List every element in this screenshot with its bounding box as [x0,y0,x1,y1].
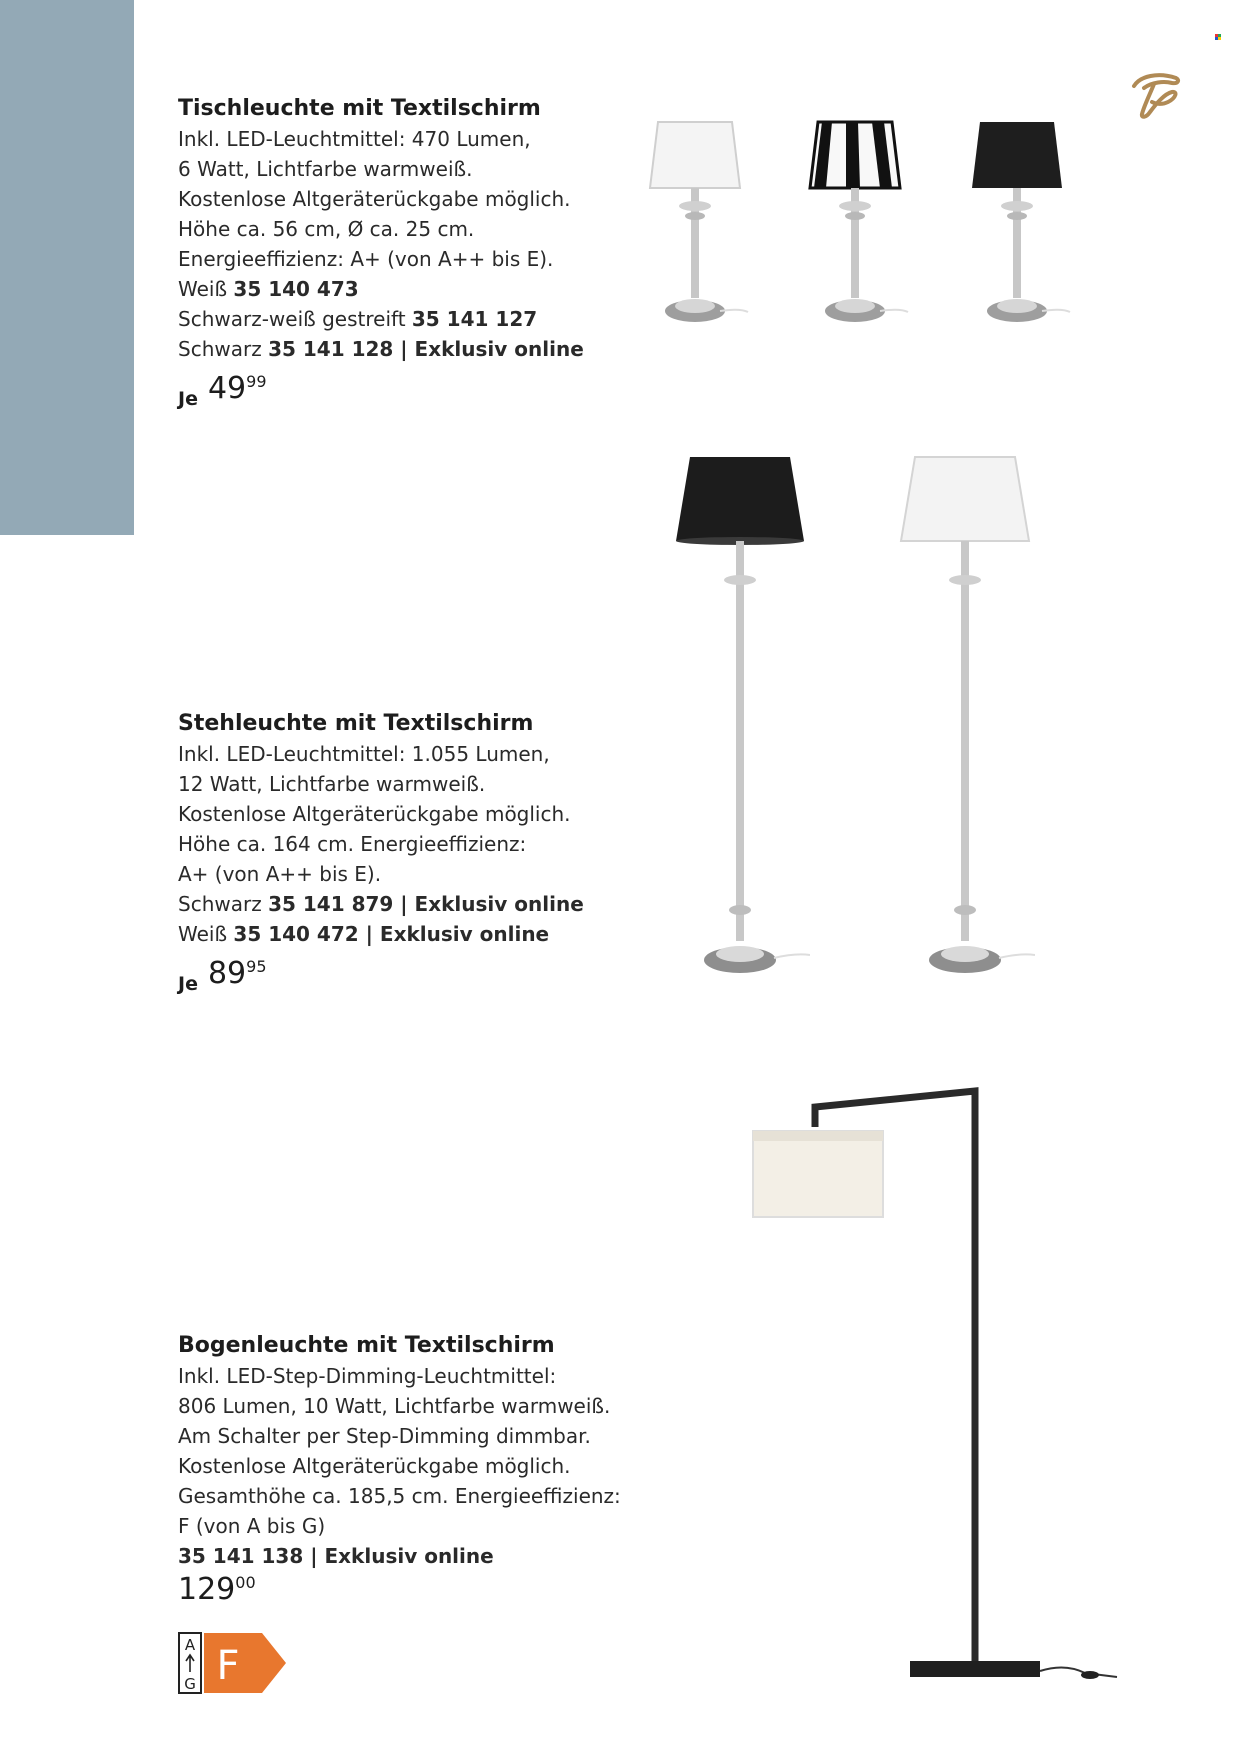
spec-line: Kostenlose Altgeräterückgabe möglich. [178,1454,571,1478]
price-main: 49 [207,371,247,406]
floor-lamp-white-image [895,455,1035,980]
floor-lamp-black-image [670,455,810,980]
decorative-side-band [0,0,134,535]
spec-line: 12 Watt, Lichtfarbe warmweiß. [178,772,486,796]
price [178,372,638,410]
product-title: Tischleuchte mit Textilschirm [178,96,541,121]
product-title: Bogenleuchte mit Textilschirm [178,1333,555,1358]
spec-line: 6 Watt, Lichtfarbe warmweiß. [178,157,473,181]
spec-line: Kostenlose Altgeräterückgabe möglich. [178,802,571,826]
tchibo-logo-icon [1128,66,1184,122]
product-floor-lamp [178,709,638,995]
arc-lamp-image [745,1085,1125,1700]
spec-line: Höhe ca. 164 cm. Energieeffizienz: [178,832,527,856]
price [178,957,638,995]
table-lamp-black-image [962,118,1072,333]
price-cents: 95 [246,957,267,976]
energy-scale-bottom: G [184,1675,196,1693]
price-prefix: Je [178,388,198,410]
price-prefix: Je [178,973,198,995]
spec-line: Inkl. LED-Step-Dimming-Leuchtmittel: [178,1364,557,1388]
spec-line: Am Schalter per Step-Dimming dimmbar. [178,1424,591,1448]
article-number-line: Weiß 35 140 473 [178,277,359,301]
article-number-line: Schwarz 35 141 879 | Exklusiv online [178,892,584,916]
table-lamp-striped-image [800,118,910,333]
article-number-line: Schwarz-weiß gestreift 35 141 127 [178,307,538,331]
table-lamp-white-image [640,118,750,333]
article-number-line: Weiß 35 140 472 | Exklusiv online [178,922,550,946]
price-main: 89 [207,956,247,991]
spec-line: Gesamthöhe ca. 185,5 cm. Energieeffizienz: [178,1484,621,1508]
article-number-line: Schwarz 35 141 128 | Exklusiv online [178,337,584,361]
color-dots-icon [1215,34,1223,42]
spec-line: A+ (von A++ bis E). [178,862,382,886]
product-arc-lamp [178,1331,638,1607]
spec-line: F (von A bis G) [178,1514,326,1538]
spec-line: Inkl. LED-Leuchtmittel: 470 Lumen, [178,127,531,151]
energy-class-letter: F [216,1643,240,1689]
energy-scale-top: A [184,1636,196,1654]
product-table-lamp [178,94,638,410]
price [178,1573,638,1607]
article-number-line: 35 141 138 | Exklusiv online [178,1544,494,1568]
price-main: 129 [178,1572,236,1607]
spec-line: Höhe ca. 56 cm, Ø ca. 25 cm. [178,217,475,241]
product-title: Stehleuchte mit Textilschirm [178,711,534,736]
spec-line: Energieeffizienz: A+ (von A++ bis E). [178,247,554,271]
price-cents: 00 [235,1573,256,1592]
spec-line: Kostenlose Altgeräterückgabe möglich. [178,187,571,211]
spec-line: 806 Lumen, 10 Watt, Lichtfarbe warmweiß. [178,1394,611,1418]
price-cents: 99 [246,372,267,391]
energy-class-arrow-icon [178,1632,288,1694]
spec-line: Inkl. LED-Leuchtmittel: 1.055 Lumen, [178,742,550,766]
